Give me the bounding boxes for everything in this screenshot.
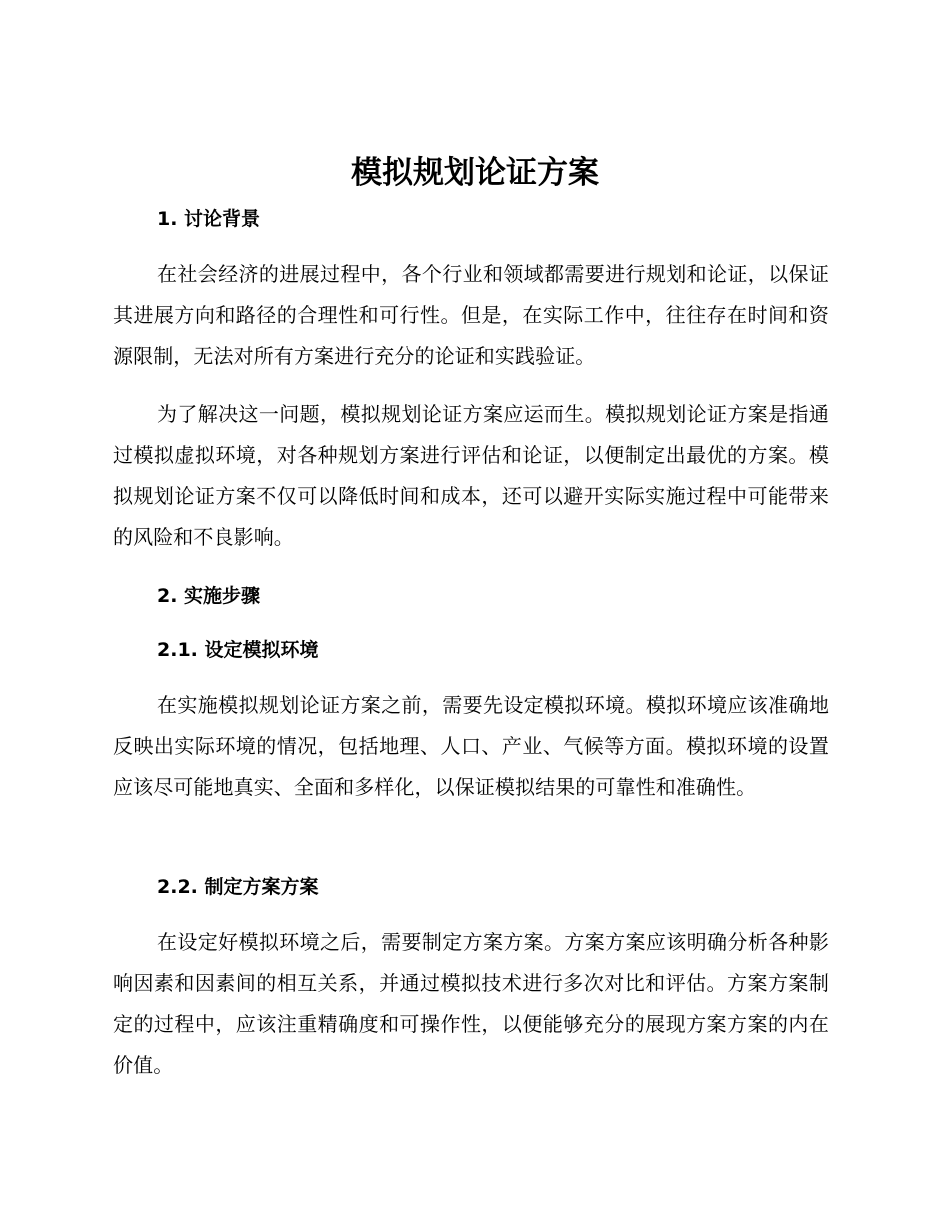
section-heading-steps: 2. 实施步骤 [157,585,261,607]
paragraph-environment: 在实施模拟规划论证方案之前，需要先设定模拟环境。模拟环境应该准确地反映出实际环境的情况，包括地理、人口、产业、气候等方面。模拟环境的设置应该尽可能地真实、全面和多样化，以保证模拟结果的可靠性和准确性。 [113,693,829,799]
paragraph-plan: 在设定好模拟环境之后，需要制定方案方案。方案方案应该明确分析各种影响因素和因素间的相互关系，并通过模拟技术进行多次对比和评估。方案方案制定的过程中，应该注重精确度和可操作性，以便能够充分的展现方案方案的内在价值。 [113,930,829,1077]
document-title: 模拟规划论证方案 [351,155,599,191]
subsection-heading-environment: 2.1. 设定模拟环境 [157,639,319,661]
paragraph-background-2: 为了解决这一问题，模拟规划论证方案应运而生。模拟规划论证方案是指通过模拟虚拟环境，对各种规划方案进行评估和论证，以便制定出最优的方案。模拟规划论证方案不仅可以降低时间和成本，还可以避开实际实施过程中可能带来的风险和不良影响。 [113,402,829,549]
subsection-heading-plan: 2.2. 制定方案方案 [157,876,319,898]
paragraph-background-1: 在社会经济的进展过程中，各个行业和领域都需要进行规划和论证，以保证其进展方向和路径的合理性和可行性。但是，在实际工作中，往往存在时间和资源限制，无法对所有方案进行充分的论证和实践验证。 [113,262,829,368]
section-heading-background: 1. 讨论背景 [157,208,261,230]
